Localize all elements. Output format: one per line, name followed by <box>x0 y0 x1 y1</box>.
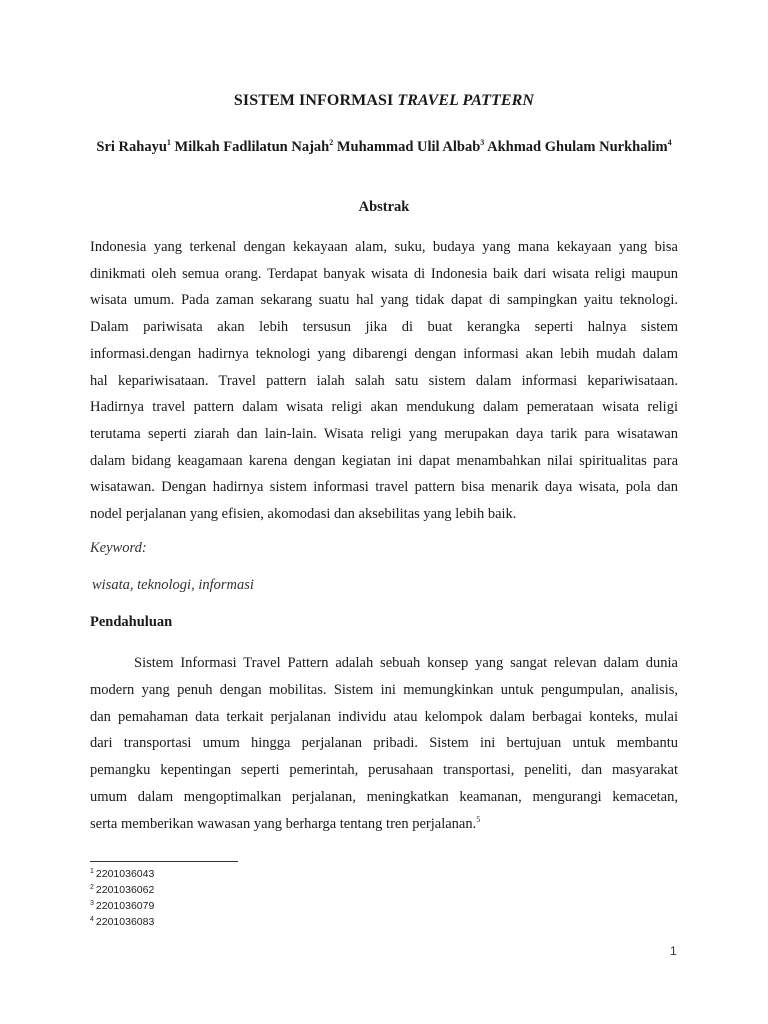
abstract-line: hal kepariwisataan. Travel pattern ialah salah satu sistem dalam informasi kepariwisataan. <box>90 372 678 389</box>
footnote-mark: 4 <box>90 915 94 923</box>
author-mark: 3 <box>480 138 485 148</box>
keyword-label: Keyword: <box>90 540 147 556</box>
intro-line: dan pemahaman data terkait perjalanan individu atau kelompok dalam berbagai konteks, mulai <box>90 708 678 725</box>
footnote-item <box>90 866 154 882</box>
footnote-list <box>90 866 154 930</box>
abstract-line: dinikmati oleh semua orang. Terdapat banyak wisata di Indonesia baik dari wisata religi maupun <box>90 265 678 282</box>
footnote-text: 2201036079 <box>95 900 155 912</box>
title-italic: TRAVEL PATTERN <box>397 92 535 109</box>
introduction-body <box>90 650 678 838</box>
author-list <box>90 133 678 161</box>
abstract-line: Dalam pariwisata akan lebih tersusun jika di buat kerangka seperti halnya sistem <box>90 319 678 336</box>
abstract-heading: Abstrak <box>358 199 410 215</box>
intro-line: pemangku kepentingan seperti pemerintah, perusahaan transportasi, peneliti, dan masyarakat <box>90 762 678 779</box>
abstract-line: nodel perjalanan yang efisien, akomodasi dan aksebilitas yang lebih baik. <box>90 506 517 523</box>
author-name: Sri Rahayu <box>96 139 167 155</box>
author-name: Muhammad Ulil Albab <box>336 139 481 155</box>
abstract-line: wisatawan. Dengan hadirnya sistem informasi travel pattern bisa menarik daya wisata, pola dan <box>90 479 678 496</box>
footnote-mark: 1 <box>90 867 94 875</box>
abstract-line: terutama seperti ziarah dan lain-lain. Wisata religi yang merupakan daya tarik para wisatawan <box>90 425 678 442</box>
footnote-reference: 5 <box>476 814 481 824</box>
section-heading-pendahuluan: Pendahuluan <box>90 614 173 630</box>
abstract-line: informasi.dengan hadirnya teknologi yang dibarengi dengan informasi akan lebih mudah dalam <box>90 345 678 362</box>
footnote-mark: 2 <box>90 883 94 891</box>
footnote-separator <box>90 861 238 862</box>
intro-line: modern yang penuh dengan mobilitas. Sistem ini memungkinkan untuk pengumpulan, analisis, <box>90 681 678 698</box>
paper-title <box>0 92 768 110</box>
intro-line-last <box>90 811 678 838</box>
page-number: 1 <box>670 944 677 958</box>
abstract-line: Indonesia yang terkenal dengan kekayaan alam, suku, budaya yang mana kekayaan yang bisa <box>90 239 678 255</box>
author-mark: 4 <box>667 138 672 148</box>
abstract-line: Hadirnya travel pattern dalam wisata religi akan mendukung dalam pemerataan wisata religi <box>90 399 678 416</box>
intro-line: dari transportasi umum hingga perjalanan pribadi. Sistem ini bertujuan untuk membantu <box>90 735 678 752</box>
keyword-values: wisata, teknologi, informasi <box>92 577 254 593</box>
abstract-line: wisata umum. Pada zaman sekarang suatu hal yang tidak dapat di sampingkan yaitu teknologi. <box>90 292 678 309</box>
footnote-item <box>90 914 154 930</box>
intro-line: umum dalam mengoptimalkan perjalanan, meningkatkan keamanan, mengurangi kemacetan, <box>90 788 678 805</box>
footnote-item <box>90 882 154 898</box>
footnote-text: 2201036083 <box>95 916 155 928</box>
intro-line: Sistem Informasi Travel Pattern adalah sebuah konsep yang sangat relevan dalam dunia <box>134 655 678 671</box>
footnote-text: 2201036043 <box>95 868 155 880</box>
footnote-text: 2201036062 <box>95 884 155 896</box>
footnote-mark: 3 <box>90 899 94 907</box>
author-mark: 2 <box>329 138 334 148</box>
title-main: SISTEM INFORMASI <box>233 92 398 109</box>
footnote-item <box>90 898 154 914</box>
author-mark: 1 <box>166 138 171 148</box>
intro-line-text: serta memberikan wawasan yang berharga tentang tren perjalanan. <box>90 815 477 832</box>
abstract-body <box>90 234 678 528</box>
author-name: Akhmad Ghulam Nurkhalim <box>487 139 668 155</box>
abstract-line: dalam bidang keagamaan karena dengan kegiatan ini dapat menambahkan nilai spiritualitas para <box>90 452 678 469</box>
author-name: Milkah Fadlilatun Najah <box>174 139 330 155</box>
